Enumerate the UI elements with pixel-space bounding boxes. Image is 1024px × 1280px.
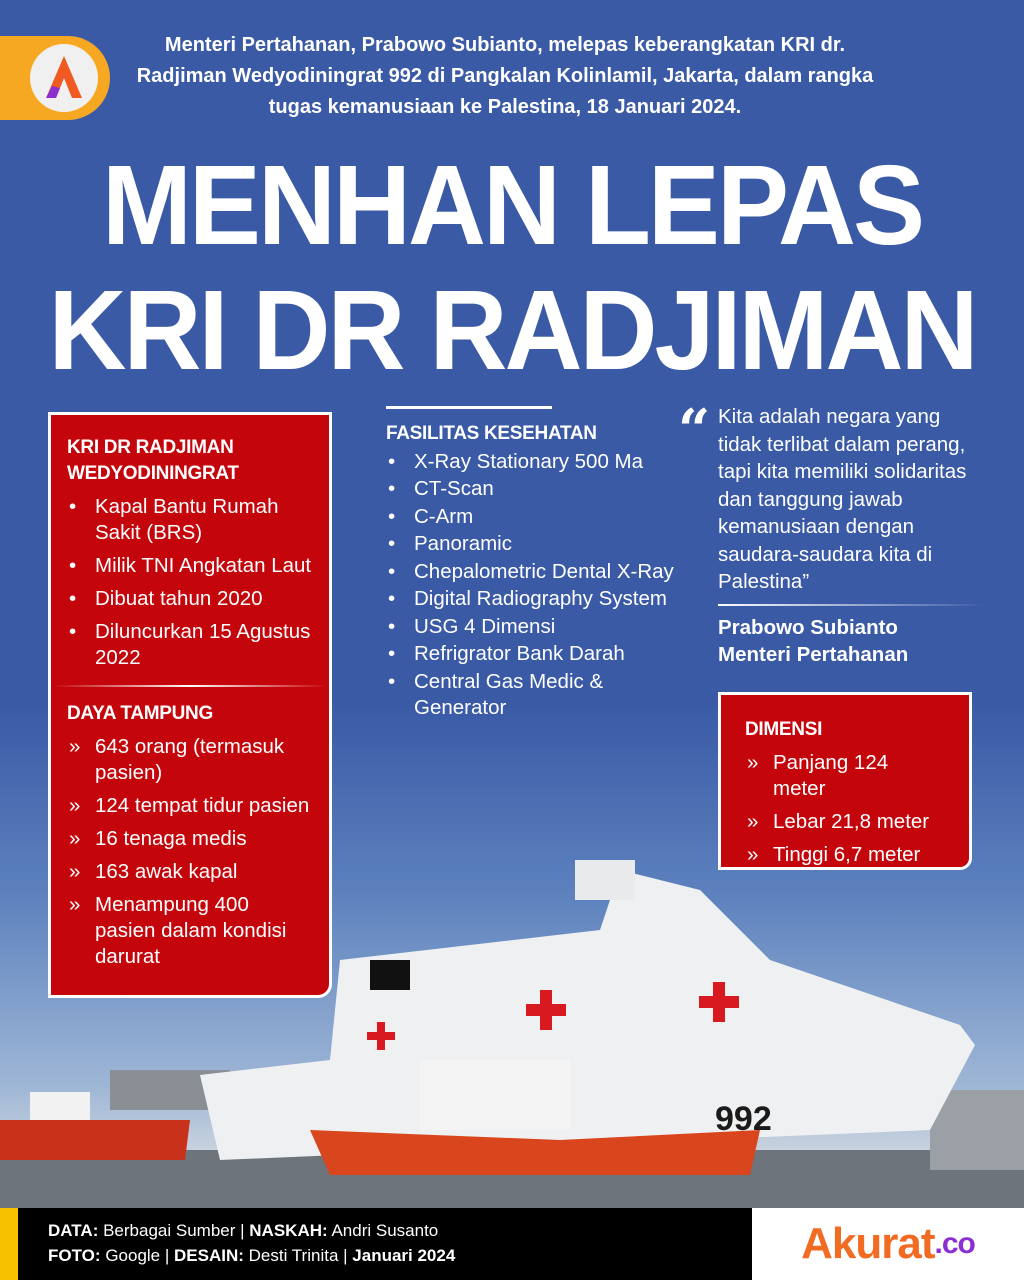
list-item: • Central Gas Medic & Generator <box>388 669 604 719</box>
headline-line-1: MENHAN LEPAS <box>101 140 923 268</box>
list-item: • Chepalometric Dental X-Ray <box>388 559 674 583</box>
quote-author: Prabowo Subianto <box>718 615 898 639</box>
list-item: » 643 orang (termasuk pasien) <box>69 735 285 784</box>
ship-info-list <box>67 494 313 671</box>
credits-footer: DATA: Berbagai Sumber | NASKAH: Andri Susanto FOTO: Google | DESAIN: Desti Trinita | Januari 2024 <box>0 1208 752 1280</box>
list-item: » Lebar 21,8 meter <box>747 810 930 833</box>
list-item: • Dibuat tahun 2020 <box>69 587 263 610</box>
list-item: • USG 4 Dimensi <box>388 614 556 638</box>
intro-text: Menteri Pertahanan, Prabowo Subianto, melepas keberangkatan KRI dr. Radjiman Wedyodiningrat 992 di Pangkalan Kolinlamil, Jakarta, dalam rangka tugas kemanusiaan ke Palestina, 18 Januari 2024. <box>136 34 874 118</box>
list-item: • Diluncurkan 15 Agustus 2022 <box>69 620 311 669</box>
list-item: • Kapal Bantu Rumah Sakit (BRS) <box>69 495 279 544</box>
ship-info-box <box>48 412 332 998</box>
facilities-section <box>386 406 676 721</box>
list-item: » 124 tempat tidur pasien <box>69 794 310 817</box>
quote-author-role: Menteri Pertahanan <box>718 642 909 666</box>
list-item: • Panoramic <box>388 532 512 555</box>
divider <box>53 685 327 687</box>
list-item: » Menampung 400 pasien dalam kondisi darurat <box>69 893 287 968</box>
list-item: • X-Ray Stationary 500 Ma <box>388 449 644 473</box>
divider <box>718 604 988 606</box>
capacity-heading: DAYA TAMPUNG <box>67 703 213 724</box>
list-item: • Milik TNI Angkatan Laut <box>69 554 312 577</box>
quote-block <box>678 397 988 668</box>
logo-badge <box>0 36 110 120</box>
list-item: » Panjang 124 meter <box>747 751 889 800</box>
hull-number: 992 <box>715 1100 772 1138</box>
dimensions-box <box>718 692 972 870</box>
akurat-brand-logo: Akurat .co <box>752 1208 1024 1280</box>
list-item: » Tinggi 6,7 meter <box>747 843 921 866</box>
capacity-list <box>67 734 313 970</box>
quote-mark-icon: “ <box>678 397 711 463</box>
list-item: • CT-Scan <box>388 477 494 500</box>
akurat-logo-icon <box>30 44 98 112</box>
divider <box>386 406 552 409</box>
list-item: • Refrigrator Bank Darah <box>388 642 625 665</box>
list-item: » 16 tenaga medis <box>69 827 247 850</box>
ship-info-heading: KRI DR RADJIMAN WEDYODININGRAT <box>67 437 239 484</box>
list-item: » 163 awak kapal <box>69 860 238 883</box>
facilities-list <box>386 449 676 721</box>
list-item: • C-Arm <box>388 504 474 528</box>
list-item: • Digital Radiography System <box>388 587 667 610</box>
dimensions-list <box>745 750 945 868</box>
headline-line-2: KRI DR RADJIMAN <box>48 265 976 393</box>
quote-text: Kita adalah negara yang tidak terlibat dalam perang, tapi kita memiliki solidaritas dan tanggung jawab kemanusiaan dengan saudara-saudara kita di Palestina” <box>718 405 967 593</box>
dimensions-heading: DIMENSI <box>745 719 823 740</box>
facilities-heading: FASILITAS KESEHATAN <box>386 423 597 444</box>
